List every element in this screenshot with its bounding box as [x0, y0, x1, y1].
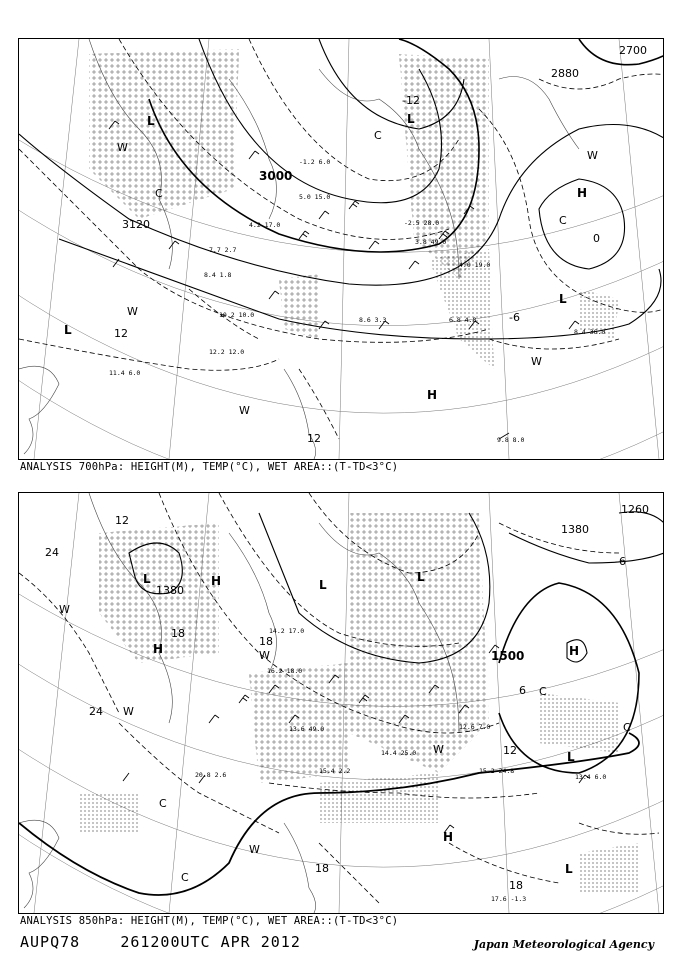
map-panel-700hpa: [18, 38, 664, 460]
map-850hpa-svg: [19, 493, 663, 913]
station-obs: 4.0 19.0: [459, 261, 491, 269]
contour-label: 12: [114, 327, 128, 340]
contour-label: 18: [171, 627, 185, 640]
station-obs: 12.6 7.0: [459, 723, 491, 731]
contour-label: 1380: [561, 523, 589, 536]
panel-caption-850hpa: ANALYSIS 850hPa: HEIGHT(M), TEMP(°C), WET AREA::(T-TD<3°C): [20, 915, 399, 927]
low-pressure-symbol: L: [567, 750, 575, 764]
cold-center-symbol: C: [374, 129, 382, 142]
agency-credit: Japan Meteorological Agency: [473, 938, 654, 951]
contour-label: 1500: [491, 649, 525, 663]
station-obs: 6.8 4.8: [449, 316, 477, 324]
contour-label: 12: [115, 514, 129, 527]
station-obs: 9.8 8.0: [497, 436, 525, 444]
warm-center-symbol: W: [259, 649, 270, 662]
contour-label: 6: [519, 684, 526, 697]
contour-label: 1260: [621, 503, 649, 516]
station-obs: 14.2 17.0: [269, 627, 305, 635]
contour-label: 3120: [122, 218, 150, 231]
station-obs: 11.4 6.0: [109, 369, 141, 377]
station-obs: 8.4 1.8: [204, 271, 232, 279]
high-pressure-symbol: H: [577, 186, 588, 200]
cold-center-symbol: C: [155, 187, 163, 200]
station-obs: 15.4 2.2: [319, 767, 351, 775]
contour-label: 24: [45, 546, 59, 559]
warm-center-symbol: W: [123, 705, 134, 718]
station-obs: 8.4 36.0: [574, 328, 606, 336]
low-pressure-symbol: L: [565, 862, 573, 876]
high-pressure-symbol: H: [153, 642, 164, 656]
low-pressure-symbol: L: [559, 292, 567, 306]
station-obs: 20.8 2.6: [195, 771, 227, 779]
low-pressure-symbol: L: [147, 114, 155, 128]
station-obs: 13.6 49.0: [289, 725, 325, 733]
station-obs: 3.8 49.0: [415, 238, 447, 246]
warm-center-symbol: W: [59, 603, 70, 616]
station-obs: 10.2 10.0: [219, 311, 255, 319]
low-pressure-symbol: L: [64, 323, 72, 337]
footer-chart-id: [20, 933, 301, 951]
contour-label: 3000: [259, 169, 293, 183]
contour-label: 18: [259, 635, 273, 648]
cold-center-symbol: C: [159, 797, 167, 810]
contour-label: -12: [402, 94, 420, 107]
contour-label: 0: [593, 232, 600, 245]
panel-caption-700hpa: ANALYSIS 700hPa: HEIGHT(M), TEMP(°C), WET AREA::(T-TD<3°C): [20, 461, 399, 473]
station-obs: 13.4 6.0: [575, 773, 607, 781]
warm-center-symbol: W: [433, 743, 444, 756]
high-pressure-symbol: H: [427, 388, 438, 402]
warm-center-symbol: W: [127, 305, 138, 318]
station-obs: -1.2 6.0: [299, 158, 331, 166]
station-obs: 12.2 12.0: [209, 348, 245, 356]
contour-label: 12: [503, 744, 517, 757]
map-700hpa-svg: [19, 39, 663, 459]
station-obs: 17.6 -1.3: [491, 895, 527, 903]
contour-label: 2700: [619, 44, 647, 57]
contour-label: 24: [89, 705, 103, 718]
warm-center-symbol: W: [239, 404, 250, 417]
low-pressure-symbol: L: [407, 112, 415, 126]
cold-center-symbol: C: [623, 721, 631, 734]
station-obs: 8.6 3.3: [359, 316, 387, 324]
high-pressure-symbol: H: [211, 574, 222, 588]
station-obs: 7.7 2.7: [209, 246, 237, 254]
station-obs: 14.4 25.0: [381, 749, 417, 757]
contour-label: 18: [509, 879, 523, 892]
contour-label: 2880: [551, 67, 579, 80]
chart-datetime: 261200UTC APR 2012: [120, 933, 301, 951]
contour-label: 1380: [156, 584, 184, 597]
station-obs: 16.2 18.0: [267, 667, 303, 675]
cold-center-symbol: C: [181, 871, 189, 884]
cold-center-symbol: C: [559, 214, 567, 227]
contour-label: 12: [307, 432, 321, 445]
contour-label: 18: [315, 862, 329, 875]
low-pressure-symbol: L: [417, 570, 425, 584]
station-obs: 4.2 17.0: [249, 221, 281, 229]
map-panel-850hpa: [18, 492, 664, 914]
warm-center-symbol: W: [249, 843, 260, 856]
station-obs: -2.5 28.0: [404, 219, 440, 227]
high-pressure-symbol: H: [569, 644, 580, 658]
chart-code: AUPQ78: [20, 933, 81, 951]
station-obs: 15.2 24.8: [479, 767, 515, 775]
warm-center-symbol: W: [531, 355, 542, 368]
contour-label: -6: [509, 311, 520, 324]
contour-label: -6: [615, 555, 626, 568]
low-pressure-symbol: L: [319, 578, 327, 592]
cold-center-symbol: C: [539, 685, 547, 698]
low-pressure-symbol: L: [143, 572, 151, 586]
warm-center-symbol: W: [587, 149, 598, 162]
high-pressure-symbol: H: [443, 830, 454, 844]
station-obs: 5.0 15.0: [299, 193, 331, 201]
warm-center-symbol: W: [117, 141, 128, 154]
